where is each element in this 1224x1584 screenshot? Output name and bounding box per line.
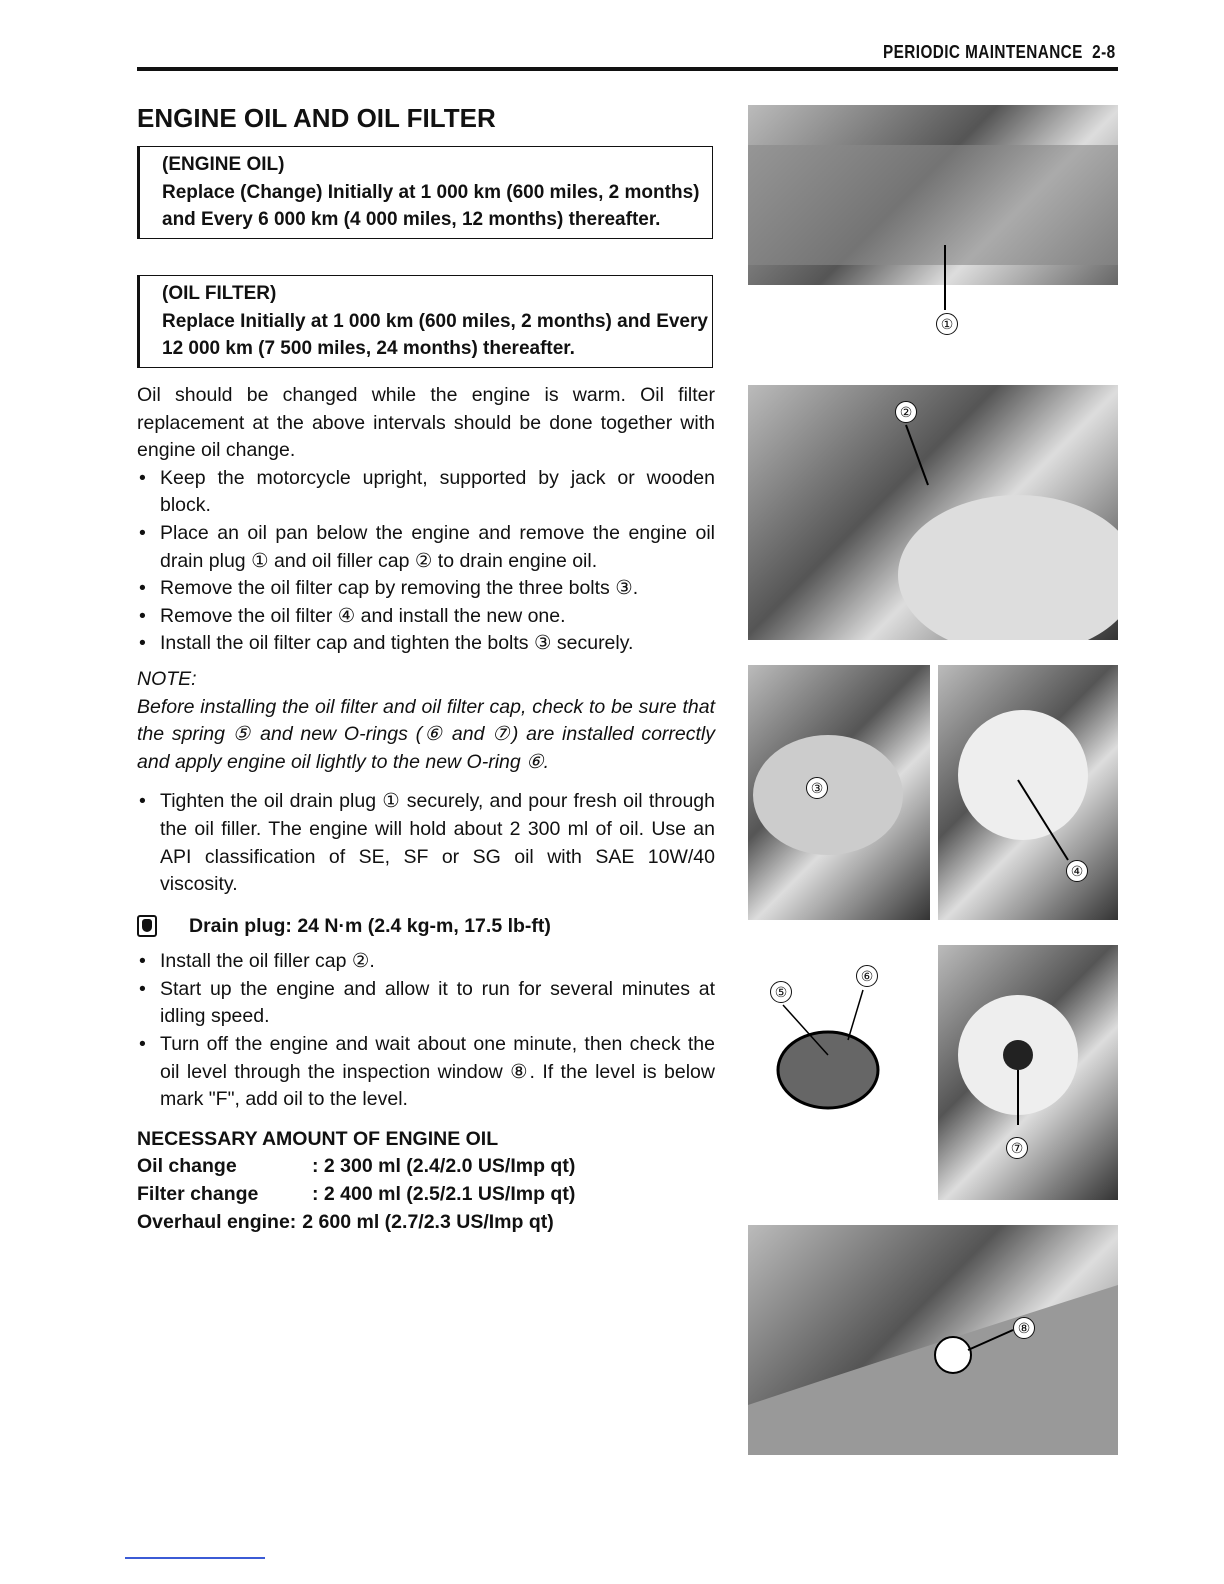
- callout-5: ⑤: [770, 981, 792, 1003]
- callout-2: ②: [895, 401, 917, 423]
- table-row: [137, 1209, 715, 1237]
- box-heading: (OIL FILTER): [162, 283, 277, 304]
- callout-1: ①: [936, 313, 958, 335]
- engine-oil-interval-box: [137, 146, 713, 239]
- row-label: Oil change: [137, 1155, 237, 1178]
- note-text: Before installing the oil filter and oil filter cap, check to be sure that the spring ⑤ and new O-rings (⑥ and ⑦) are installed correctly and apply engine oil lightly to the new O-ring ⑥.: [137, 695, 715, 773]
- torque-wrench-icon: [137, 915, 157, 937]
- list-item: • Turn off the engine and wait about one minute, then check the oil level through the inspection window ⑧. If the level is below mark "F", add oil to the level.: [137, 1031, 715, 1114]
- row-label: Filter change: [137, 1183, 259, 1206]
- callout-3: ③: [806, 777, 828, 799]
- intro-paragraph: Oil should be changed while the engine is warm. Oil filter replacement at the above intervals should be done together with engine oil change.: [137, 384, 715, 462]
- note-label: NOTE:: [137, 667, 197, 690]
- photo-inspection-window: [748, 1225, 1118, 1490]
- box-text: Replace (Change) Initially at 1 000 km (600 miles, 2 months) and Every 6 000 km (4 000 miles, 12 months) thereafter.: [162, 181, 700, 230]
- list-item: • Place an oil pan below the engine and remove the engine oil drain plug ① and oil filler cap ② to drain engine oil.: [137, 520, 715, 575]
- body-text: [137, 382, 715, 1236]
- table-row: [137, 1181, 715, 1209]
- list-item: • Install the oil filler cap ②.: [137, 948, 715, 976]
- list-item: • Install the oil filter cap and tighten the bolts ③ securely.: [137, 630, 715, 658]
- oil-amount-table: [137, 1126, 715, 1236]
- box-heading: (ENGINE OIL): [162, 154, 285, 175]
- photo-o-ring: [938, 945, 1118, 1200]
- callout-6: ⑥: [856, 965, 878, 987]
- row-value: : 2 300 ml (2.4/2.0 US/Imp qt): [312, 1155, 576, 1178]
- photo-filter-cap-bolts: [748, 665, 930, 920]
- section-title: ENGINE OIL AND OIL FILTER: [137, 103, 496, 133]
- row-value: 2 600 ml (2.7/2.3 US/Imp qt): [302, 1210, 554, 1233]
- list-item: • Remove the oil filter cap by removing the three bolts ③.: [137, 575, 715, 603]
- row-value: : 2 400 ml (2.5/2.1 US/Imp qt): [312, 1183, 576, 1206]
- photo-oil-filler-cap: [748, 385, 1118, 640]
- list-item: • Start up the engine and allow it to run for several minutes at idling speed.: [137, 976, 715, 1031]
- page-header: PERIODIC MAINTENANCE 2-8: [883, 42, 1116, 62]
- table-row: [137, 1153, 715, 1181]
- callout-7: ⑦: [1006, 1137, 1028, 1159]
- photo-oil-filter: [938, 665, 1118, 920]
- photo-filter-cap-spring: [748, 945, 908, 1200]
- header-rule: [137, 67, 1118, 71]
- footer-rule: [125, 1557, 265, 1559]
- callout-8: ⑧: [1013, 1317, 1035, 1339]
- row-label: Overhaul engine:: [137, 1210, 297, 1233]
- torque-text: Drain plug: 24 N·m (2.4 kg-m, 17.5 lb-ft): [189, 914, 551, 937]
- torque-spec: [137, 913, 715, 941]
- callout-4: ④: [1066, 860, 1088, 882]
- oil-filter-interval-box: [137, 275, 713, 368]
- list-item: • Keep the motorcycle upright, supported by jack or wooden block.: [137, 465, 715, 520]
- photo-drain-plug: [748, 105, 1118, 360]
- box-text: Replace Initially at 1 000 km (600 miles, 2 months) and Every 12 000 km (7 500 miles, 24 months) thereafter.: [162, 310, 708, 359]
- list-item: • Remove the oil filter ④ and install the new one.: [137, 603, 715, 631]
- oil-amount-heading: NECESSARY AMOUNT OF ENGINE OIL: [137, 1127, 499, 1150]
- list-item: • Tighten the oil drain plug ① securely, and pour fresh oil through the oil filler. The engine will hold about 2 300 ml of oil. Use an API classification of SE, SF or SG oil with SAE 10W/40 viscosity.: [137, 788, 715, 898]
